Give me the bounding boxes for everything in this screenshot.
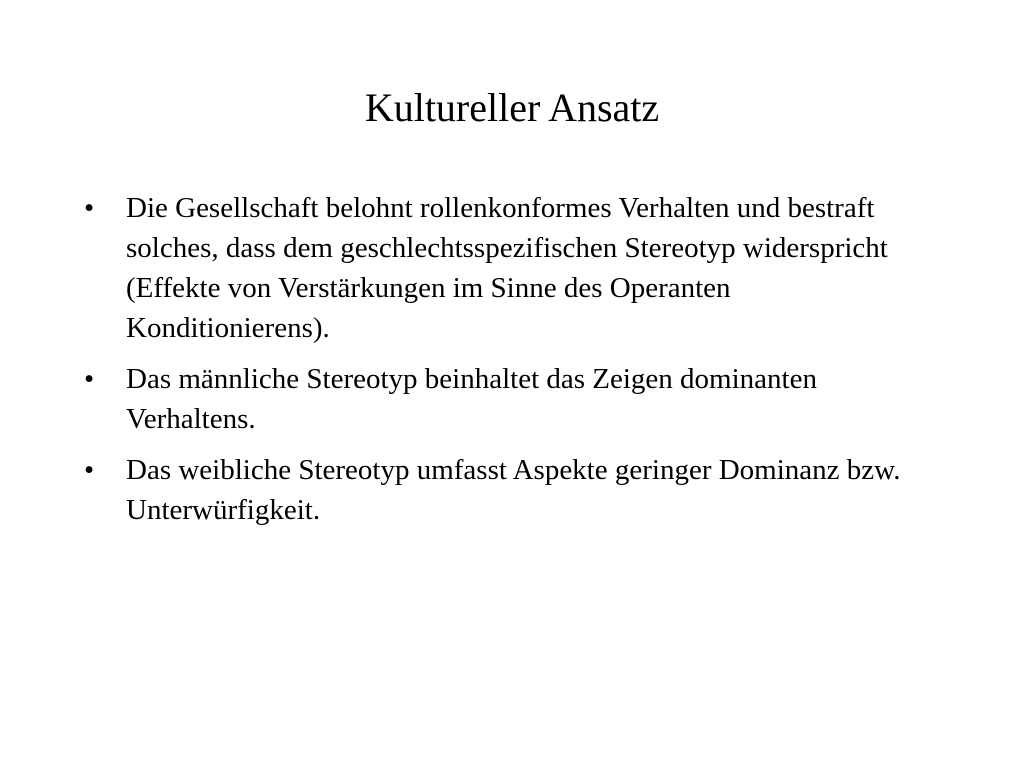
bullet-text: Das männliche Stereotyp beinhaltet das Zeigen dominanten Verhaltens. bbox=[126, 363, 817, 435]
list-item bbox=[84, 359, 914, 439]
bullet-icon: • bbox=[84, 454, 95, 486]
list-item bbox=[84, 188, 914, 348]
bullet-icon: • bbox=[84, 192, 95, 224]
bullet-text: Die Gesellschaft belohnt rollenkonformes Verhalten und bestraft solches, dass dem geschlechtsspezifischen Stereotyp widerspricht (Effekte von Verstärkungen im Sinne des Operanten Konditionierens). bbox=[126, 192, 888, 344]
list-item bbox=[84, 450, 914, 530]
bullet-icon: • bbox=[84, 363, 95, 395]
bullet-list bbox=[84, 188, 914, 541]
bullet-text: Das weibliche Stereotyp umfasst Aspekte geringer Dominanz bzw. Unterwürfigkeit. bbox=[126, 454, 901, 526]
slide-title: Kultureller Ansatz bbox=[364, 85, 660, 130]
